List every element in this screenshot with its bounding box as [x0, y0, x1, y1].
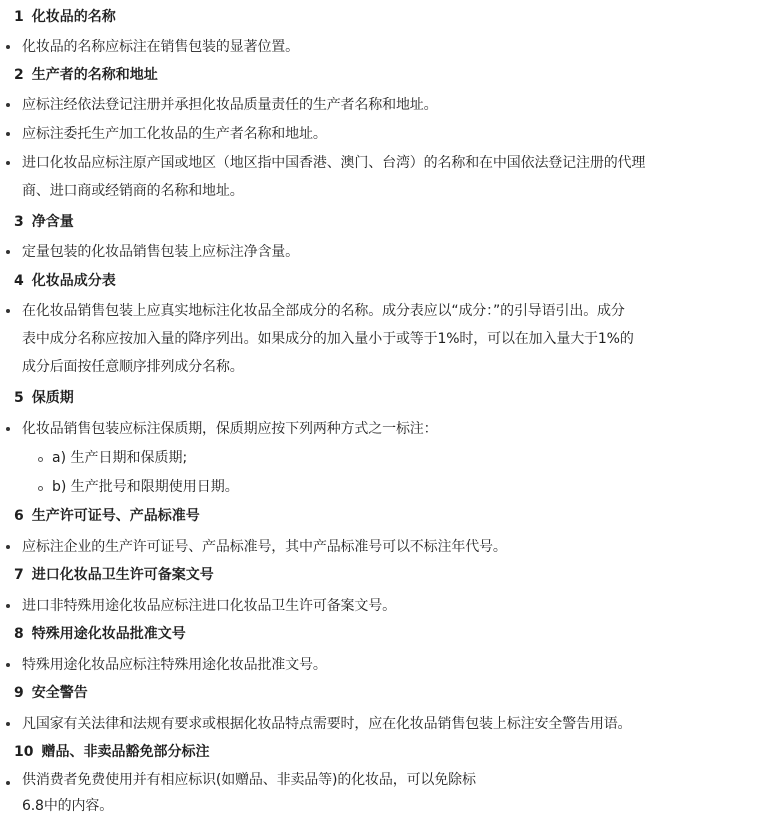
- list-item-text: 6.8中的内容。: [22, 798, 114, 814]
- bullet-icon: [6, 775, 12, 781]
- section-title: 生产许可证号、产品标准号: [31, 508, 200, 524]
- list-item: [22, 710, 747, 738]
- section-number: 6: [14, 508, 24, 524]
- list-item-text: 在化妆品销售包装上应真实地标注化妆品全部成分的名称。成分表应以“成分：”的引导语引出。成分: [22, 303, 625, 319]
- section-heading: [14, 625, 186, 643]
- list-item-text: 凡国家有关法律和法规有要求或根据化妆品特点需要时，应在化妆品销售包装上标注安全警告用语。: [22, 716, 632, 732]
- list-item-text: 商、进口商或经销商的名称和地址。: [22, 183, 244, 199]
- sub-bullet-icon: [38, 451, 44, 457]
- list-item: [22, 651, 747, 679]
- section-heading: [14, 743, 209, 761]
- bullet-icon: [6, 598, 12, 604]
- section-number: 10: [14, 744, 34, 760]
- list-item: [22, 33, 747, 61]
- list-item-text: 进口非特殊用途化妆品应标注进口化妆品卫生许可备案文号。: [22, 598, 396, 614]
- section-number: 5: [14, 390, 24, 406]
- bullet-icon: [6, 539, 12, 545]
- list-item-text: 应标注委托生产加工化妆品的生产者名称和地址。: [22, 126, 327, 142]
- bullet-icon: [6, 421, 12, 427]
- list-item: [22, 415, 747, 443]
- section-number: 4: [14, 273, 24, 289]
- bullet-icon: [6, 303, 12, 309]
- section-heading: [14, 684, 88, 702]
- section-number: 9: [14, 685, 24, 701]
- list-item-text: 供消费者免费使用并有相应标识(如赠品、非卖品等)的化妆品，可以免除标: [22, 772, 476, 788]
- section-heading: [14, 272, 116, 290]
- list-item: [22, 120, 747, 148]
- list-item-text: 应标注经依法登记注册并承担化妆品质量责任的生产者名称和地址。: [22, 97, 438, 113]
- list-item-text: 进口化妆品应标注原产国或地区（地区指中国香港、澳门、台湾）的名称和在中国依法登记注册的代理: [22, 155, 646, 171]
- bullet-icon: [6, 244, 12, 250]
- sub-list-item: b) 生产批号和限期使用日期。: [52, 479, 239, 495]
- list-item: [22, 149, 747, 205]
- list-item: [22, 533, 747, 561]
- section-number: 2: [14, 67, 24, 83]
- section-number: 7: [14, 567, 24, 583]
- list-item-text: 特殊用途化妆品应标注特殊用途化妆品批准文号。: [22, 657, 327, 673]
- list-item-text: 成分后面按任意顺序排列成分名称。: [22, 359, 244, 375]
- bullet-icon: [6, 97, 12, 103]
- list-item-text: 化妆品的名称应标注在销售包装的显著位置。: [22, 39, 299, 55]
- section-heading: [14, 566, 214, 584]
- list-item: [22, 592, 747, 620]
- list-item-text: 表中成分名称应按加入量的降序列出。如果成分的加入量小于或等于1%时，可以在加入量大于1%的: [22, 331, 634, 347]
- section-heading: [14, 213, 74, 231]
- list-item: [22, 297, 747, 381]
- section-title: 化妆品成分表: [31, 273, 116, 289]
- section-title: 净含量: [31, 214, 74, 230]
- section-title: 特殊用途化妆品批准文号: [31, 626, 186, 642]
- section-title: 进口化妆品卫生许可备案文号: [31, 567, 214, 583]
- list-item: [22, 238, 747, 266]
- bullet-icon: [6, 39, 12, 45]
- list-item-text: 定量包装的化妆品销售包装上应标注净含量。: [22, 244, 299, 260]
- sub-list-item: a) 生产日期和保质期;: [52, 450, 188, 466]
- list-item: [22, 91, 747, 119]
- section-title: 化妆品的名称: [31, 9, 116, 25]
- section-number: 3: [14, 214, 24, 230]
- section-title: 生产者的名称和地址: [31, 67, 158, 83]
- section-number: 1: [14, 9, 24, 25]
- section-number: 8: [14, 626, 24, 642]
- section-heading: [14, 66, 158, 84]
- bullet-icon: [6, 657, 12, 663]
- bullet-icon: [6, 126, 12, 132]
- section-heading: [14, 8, 116, 26]
- bullet-icon: [6, 155, 12, 161]
- section-title: 安全警告: [31, 685, 88, 701]
- list-item-text: 应标注企业的生产许可证号、产品标准号，其中产品标准号可以不标注年代号。: [22, 539, 507, 555]
- section-title: 赠品、非卖品豁免部分标注: [41, 744, 210, 760]
- list-item: [22, 767, 747, 819]
- section-title: 保质期: [31, 390, 74, 406]
- sub-bullet-icon: [38, 480, 44, 486]
- section-heading: [14, 389, 74, 407]
- list-item-text: 化妆品销售包装应标注保质期，保质期应按下列两种方式之一标注：: [22, 421, 438, 437]
- bullet-icon: [6, 716, 12, 722]
- section-heading: [14, 507, 200, 525]
